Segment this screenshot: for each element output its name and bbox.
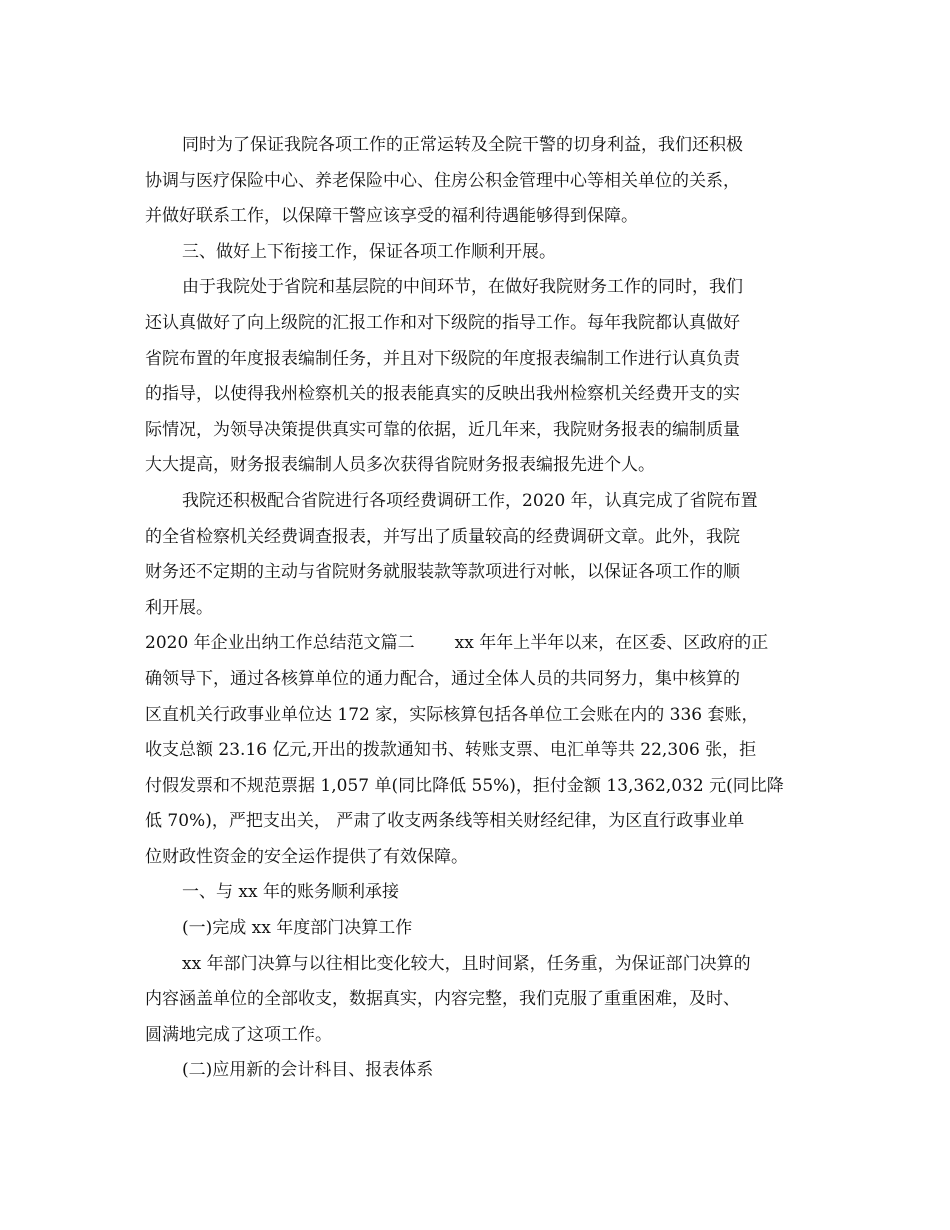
text-line: 圆满地完成了这项工作。	[145, 1024, 332, 1045]
text-line: 并做好联系工作，以保障干警应该享受的福利待遇能够得到保障。	[145, 206, 638, 227]
text-line: 财务还不定期的主动与省院财务就服装款等款项进行对帐，以保证各项工作的顺	[145, 562, 740, 583]
text-line: 付假发票和不规范票据 1,057 单(同比降低 55%)，拒付金额 13,362,032 元(同比降	[145, 775, 784, 796]
text-line: xx 年部门决算与以往相比变化较大，且时间紧，任务重，为保证部门决算的	[182, 953, 751, 974]
text-line: 协调与医疗保险中心、养老保险中心、住房公积金管理中心等相关单位的关系，	[145, 170, 740, 191]
text-line: 我院还积极配合省院进行各项经费调研工作，2020 年，认真完成了省院布置	[182, 490, 758, 511]
subsection-heading: (一)完成 xx 年度部门决算工作	[182, 918, 413, 939]
text-line: 大大提高，财务报表编制人员多次获得省院财务报表编报先进个人。	[145, 455, 655, 476]
text-line: 确领导下，通过各核算单位的通力配合，通过全体人员的共同努力，集中核算的	[145, 668, 740, 689]
section-heading: 三、做好上下衔接工作，保证各项工作顺利开展。	[182, 241, 556, 262]
document-body	[145, 128, 815, 1089]
text-line: xx 年年上半年以来，在区委、区政府的正	[454, 633, 769, 654]
text-line: 际情况，为领导决策提供真实可靠的依据，近几年来，我院财务报表的编制质量	[145, 419, 740, 440]
section-heading: 一、与 xx 年的账务顺利承接	[182, 882, 399, 903]
subsection-heading: (二)应用新的会计科目、报表体系	[182, 1060, 434, 1081]
text-line: 由于我院处于省院和基层院的中间环节，在做好我院财务工作的同时，我们	[182, 277, 743, 298]
text-line: 省院布置的年度报表编制任务，并且对下级院的年度报表编制工作进行认真负责	[145, 348, 740, 369]
article-title: 2020 年企业出纳工作总结范文篇二	[145, 633, 415, 654]
text-line: 利开展。	[145, 597, 213, 618]
text-line: 的全省检察机关经费调查报表，并写出了质量较高的经费调研文章。此外，我院	[145, 526, 740, 547]
text-line: 低 70%)，严把支出关， 严肃了收支两条线等相关财经纪律，为区直行政事业单	[145, 811, 745, 832]
text-line: 内容涵盖单位的全部收支，数据真实，内容完整，我们克服了重重困难，及时、	[145, 989, 740, 1010]
text-line: 还认真做好了向上级院的汇报工作和对下级院的指导工作。每年我院都认真做好	[145, 312, 740, 333]
article-title-line	[145, 626, 815, 662]
text-line: 区直机关行政事业单位达 172 家，实际核算包括各单位工会账在内的 336 套账，	[145, 704, 759, 725]
text-line: 位财政性资金的安全运作提供了有效保障。	[145, 846, 468, 867]
text-line: 的指导，以使得我州检察机关的报表能真实的反映出我州检察机关经费开支的实	[145, 384, 740, 405]
text-line: 同时为了保证我院各项工作的正常运转及全院干警的切身利益，我们还积极	[182, 135, 743, 155]
text-line: 收支总额 23.16 亿元,开出的拨款通知书、转账支票、电汇单等共 22,306 张，拒	[145, 740, 757, 761]
